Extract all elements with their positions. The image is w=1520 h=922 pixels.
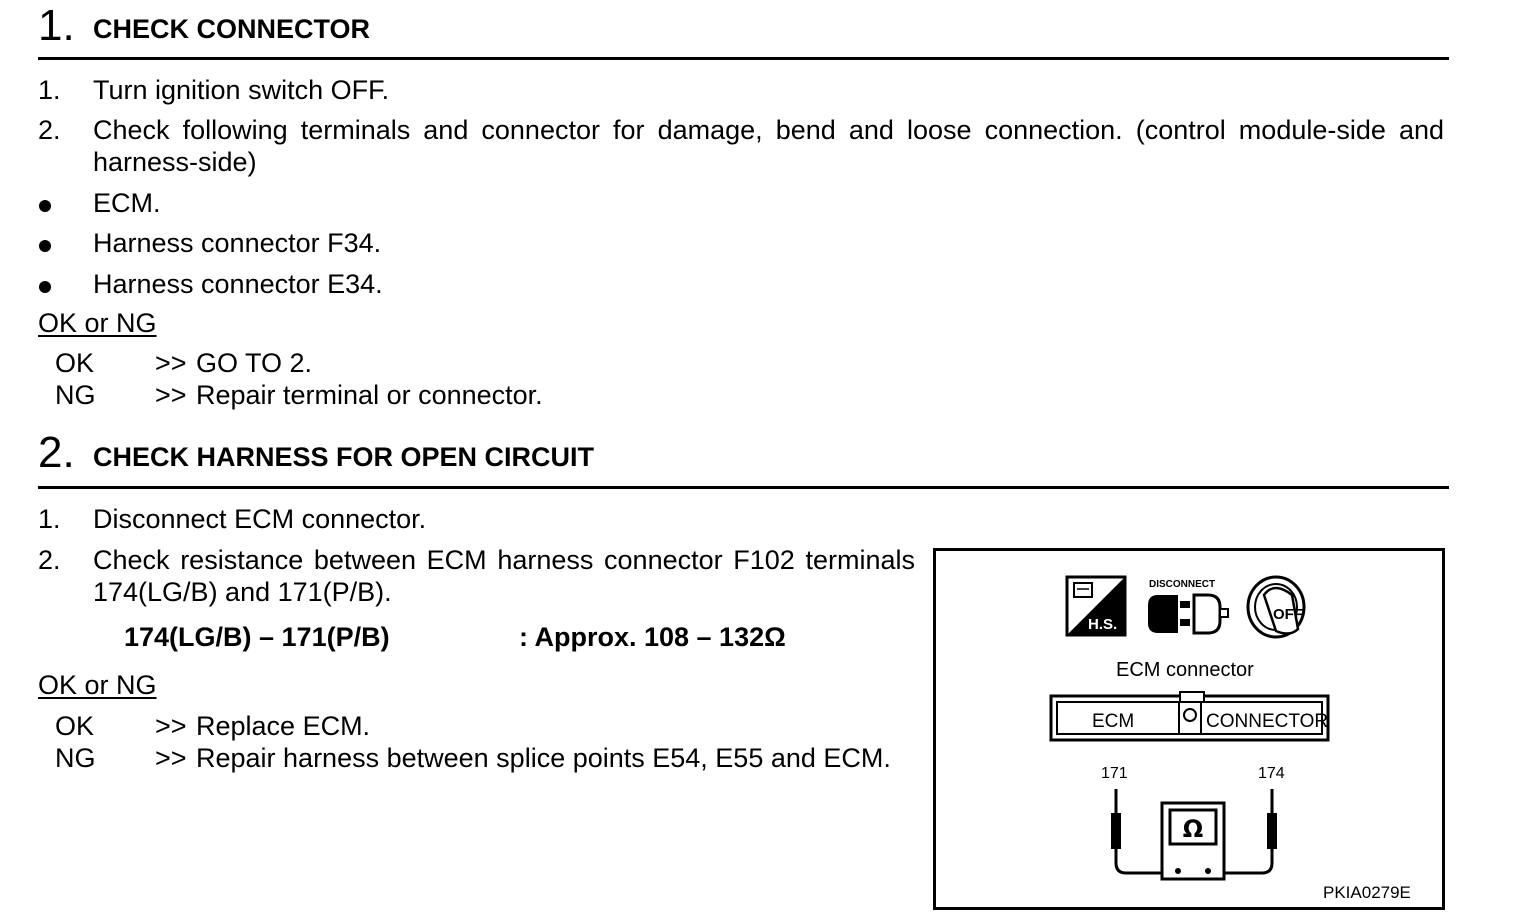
step2-number: 2. [38, 428, 75, 477]
step1-item2-marker: 2. [38, 115, 61, 145]
step1-ok-or-ng: OK or NG [38, 308, 157, 338]
step2-spec-value: : Approx. 108 – 132Ω [519, 622, 786, 652]
step2-result-ok-label: OK [55, 711, 95, 741]
connector-caption: ECM connector [1116, 659, 1254, 681]
disconnect-icon [1148, 579, 1228, 633]
step1-result-ok-text: GO TO 2. [196, 348, 313, 378]
step1-number: 1. [38, 1, 75, 50]
ohmmeter-icon [1162, 803, 1224, 879]
hs-label: H.S. [1088, 616, 1118, 633]
step1-result-ok-label: OK [55, 348, 95, 378]
bullet-icon [39, 240, 51, 252]
step1-item1-text: Turn ignition switch OFF. [93, 75, 390, 105]
step2-item2-text: Check resistance between ECM harness connector F102 terminals 174(LG/B) and 171(P/B). [93, 545, 915, 607]
step2-result-ok-text: Replace ECM. [196, 711, 371, 741]
step2-item2-marker: 2. [38, 545, 61, 575]
connector-left-label: ECM [1092, 711, 1135, 732]
figure-svg [936, 551, 1442, 907]
figure-code: PKIA0279E [1323, 883, 1411, 902]
meter-symbol: Ω [1182, 815, 1204, 843]
step1-item2-text: Check following terminals and connector for damage, bend and loose connection. (control module-side and harness-side) [93, 115, 1444, 177]
step1-result-ok-arrow: >> [155, 348, 187, 378]
bullet-icon [39, 281, 51, 293]
connector-right-label: CONNECTOR [1206, 711, 1329, 732]
ignition-off-icon [1248, 577, 1304, 637]
step2-ok-or-ng: OK or NG [38, 670, 157, 700]
step2-result-ng-label: NG [55, 743, 96, 773]
bullet-icon [39, 200, 51, 212]
step1-result-ng-text: Repair terminal or connector. [196, 380, 543, 410]
ecm-connector [1051, 692, 1328, 740]
terminal-left-label: 171 [1101, 765, 1128, 782]
step2-rule [38, 486, 1449, 489]
disconnect-label: DISCONNECT [1149, 579, 1216, 590]
step2-result-ng-arrow: >> [155, 743, 187, 773]
terminal-right-label: 174 [1258, 765, 1285, 782]
step1-item1-marker: 1. [38, 75, 61, 105]
step1-title: CHECK CONNECTOR [93, 14, 371, 44]
step1-rule [38, 57, 1449, 60]
step1-bullet1: ECM. [93, 188, 161, 218]
ecm-connector-figure [933, 548, 1445, 910]
step1-result-ng-label: NG [55, 380, 96, 410]
step1-bullet3: Harness connector E34. [93, 269, 383, 299]
step2-item1-text: Disconnect ECM connector. [93, 504, 427, 534]
step2-spec-label: 174(LG/B) – 171(P/B) [124, 622, 390, 652]
step1-result-ng-arrow: >> [155, 380, 187, 410]
step2-result-ok-arrow: >> [155, 711, 187, 741]
step2-item1-marker: 1. [38, 504, 61, 534]
step1-bullet2: Harness connector F34. [93, 228, 382, 258]
step2-result-ng-text: Repair harness between splice points E54, E55 and ECM. [196, 743, 891, 773]
step2-title: CHECK HARNESS FOR OPEN CIRCUIT [93, 442, 595, 472]
harness-side-icon [1067, 577, 1125, 635]
off-label: OFF [1273, 606, 1303, 623]
